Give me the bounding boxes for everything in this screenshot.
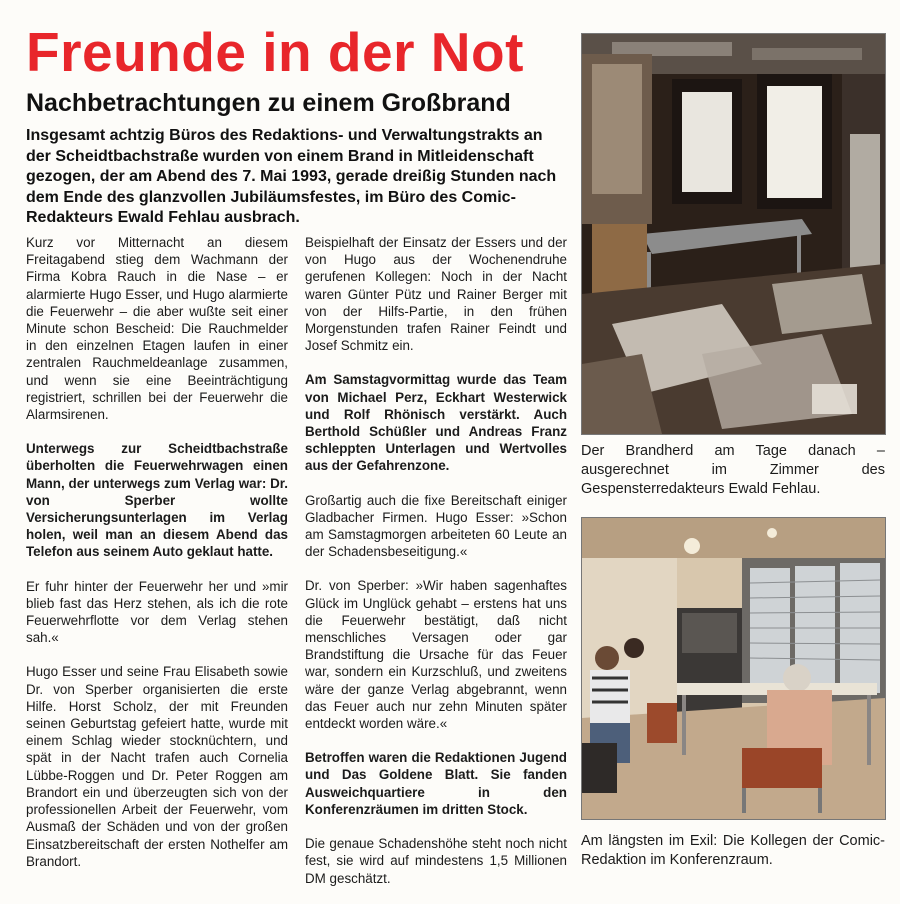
conference-room-photo — [581, 517, 886, 820]
photo-caption-1: Der Brandherd am Tage danach – ausgerechnet im Zimmer des Gespensterredakteurs Ewald Fehlau. — [581, 443, 885, 497]
lead-paragraph — [26, 126, 560, 229]
text-column-2 — [305, 234, 567, 904]
burnt-office-photo — [581, 33, 886, 435]
photo-caption-2: Am längsten im Exil: Die Kollegen der Comic-Redaktion im Konferenzraum. — [581, 833, 885, 868]
paragraph: Beispielhaft der Einsatz der Essers und der von Hugo aus der Wochenendruhe gerufenen Kollegen: Noch in der Nacht waren Günter Pütz und Rainer Berger mit von der Hilfs-Partie, in den frühen Morgenstunden trafen Rainer Feindt und Josef Schmitz ein. — [305, 235, 567, 354]
paragraph: Kurz vor Mitternacht an diesem Freitagabend stieg dem Wachmann der Firma Kobra Rauch in die Nase – er alarmierte Hugo Esser, und Hugo alarmierte die Feuerwehr – die aber wußte seit einer Minute schon Bescheid: Die Rauchmelder in den einzelnen Etagen laufen in einer zentralen Rauchmeldeanlage zusammen, und wenn sie eine Beeinträchtigung registriert, schrillen bei der Feuerwehr die Alarmsirenen. — [26, 235, 288, 423]
paragraph: Hugo Esser und seine Frau Elisabeth sowie Dr. von Sperber organisierten die erste Hilfe. Horst Scholz, der mit Freunden seinen Geburtstag gefeiert hatte, wurde mit einem Schlag wieder stocknüchtern, und spät in der Nacht trafen auch Cornelia Lübbe-Roggen und Dr. Peter Roggen am Brandort ein und überzeugten sich von der professionellen Arbeit der Feuerwehr, vom Ausmaß der Schäden und von der großen Einsatzbereitschaft der ersten Nothelfer am Brandort. — [26, 664, 288, 869]
subheadline: Nachbetrachtungen zu einem Großbrand — [26, 89, 511, 117]
lead-text: Insgesamt achtzig Büros des Redaktions- und Verwaltungstrakts an der Scheidtbachstraße wurden von einem Brand in Mitleidenschaft gezogen, der am Abend des 7. Mai 1993, gerade dreißig Stunden nach dem Ende des glanzvollen Jubiläumsfestes, im Büro des Comic-Redakteurs Ewald Fehlau ausbrach. — [26, 127, 557, 226]
paragraph: Dr. von Sperber: »Wir haben sagenhaftes Glück im Unglück gehabt – erstens hat uns die Feuerwehr bestätigt, daß nicht menschliches Versagen oder gar Brandstiftung die Ursache für das Feuer war, sondern ein Kurzschluß, und zweitens wäre der ganze Verlag abgebrannt, wenn das Feuer auch nur zehn Minuten später entdeckt worden wäre.« — [305, 578, 567, 732]
paragraph: Großartig auch die fixe Bereitschaft einiger Gladbacher Firmen. Hugo Esser: »Schon am Samstagmorgen arbeiteten 60 Leute an der Schadensbeseitigung.« — [305, 492, 567, 560]
paragraph-bold: Am Samstagvormittag wurde das Team von Michael Perz, Eckhart Westerwick und Rolf Rhönisch verstärkt. Auch Berthold Schüßler und Andreas Franz schleppten Unterlagen und Wertvolles aus der Gefahrenzone. — [305, 372, 567, 474]
paragraph: Die genaue Schadenshöhe steht noch nicht fest, sie wird auf mindestens 1,5 Millionen DM geschätzt. — [305, 836, 567, 886]
text-column-1 — [26, 234, 288, 887]
paragraph: Er fuhr hinter der Feuerwehr her und »mir blieb fast das Herz stehen, als ich die rote Feuerwehrflotte vor dem Verlag stehen sah.« — [26, 578, 288, 646]
paragraph-bold: Betroffen waren die Redaktionen Jugend und Das Goldene Blatt. Sie fanden Ausweichquartiere in den Konferenzräumen im dritten Stock. — [305, 750, 567, 817]
paragraph-bold: Unterwegs zur Scheidtbachstraße überholten die Feuerwehrwagen einen Mann, der unterwegs zum Verlag war: Dr. von Sperber wollte Versicherungsunterlagen im Verlag holen, weil man an diesem Abend das Telefon aus seinem Auto geklaut hatte. — [26, 441, 288, 560]
headline: Freunde in der Not — [26, 21, 524, 83]
